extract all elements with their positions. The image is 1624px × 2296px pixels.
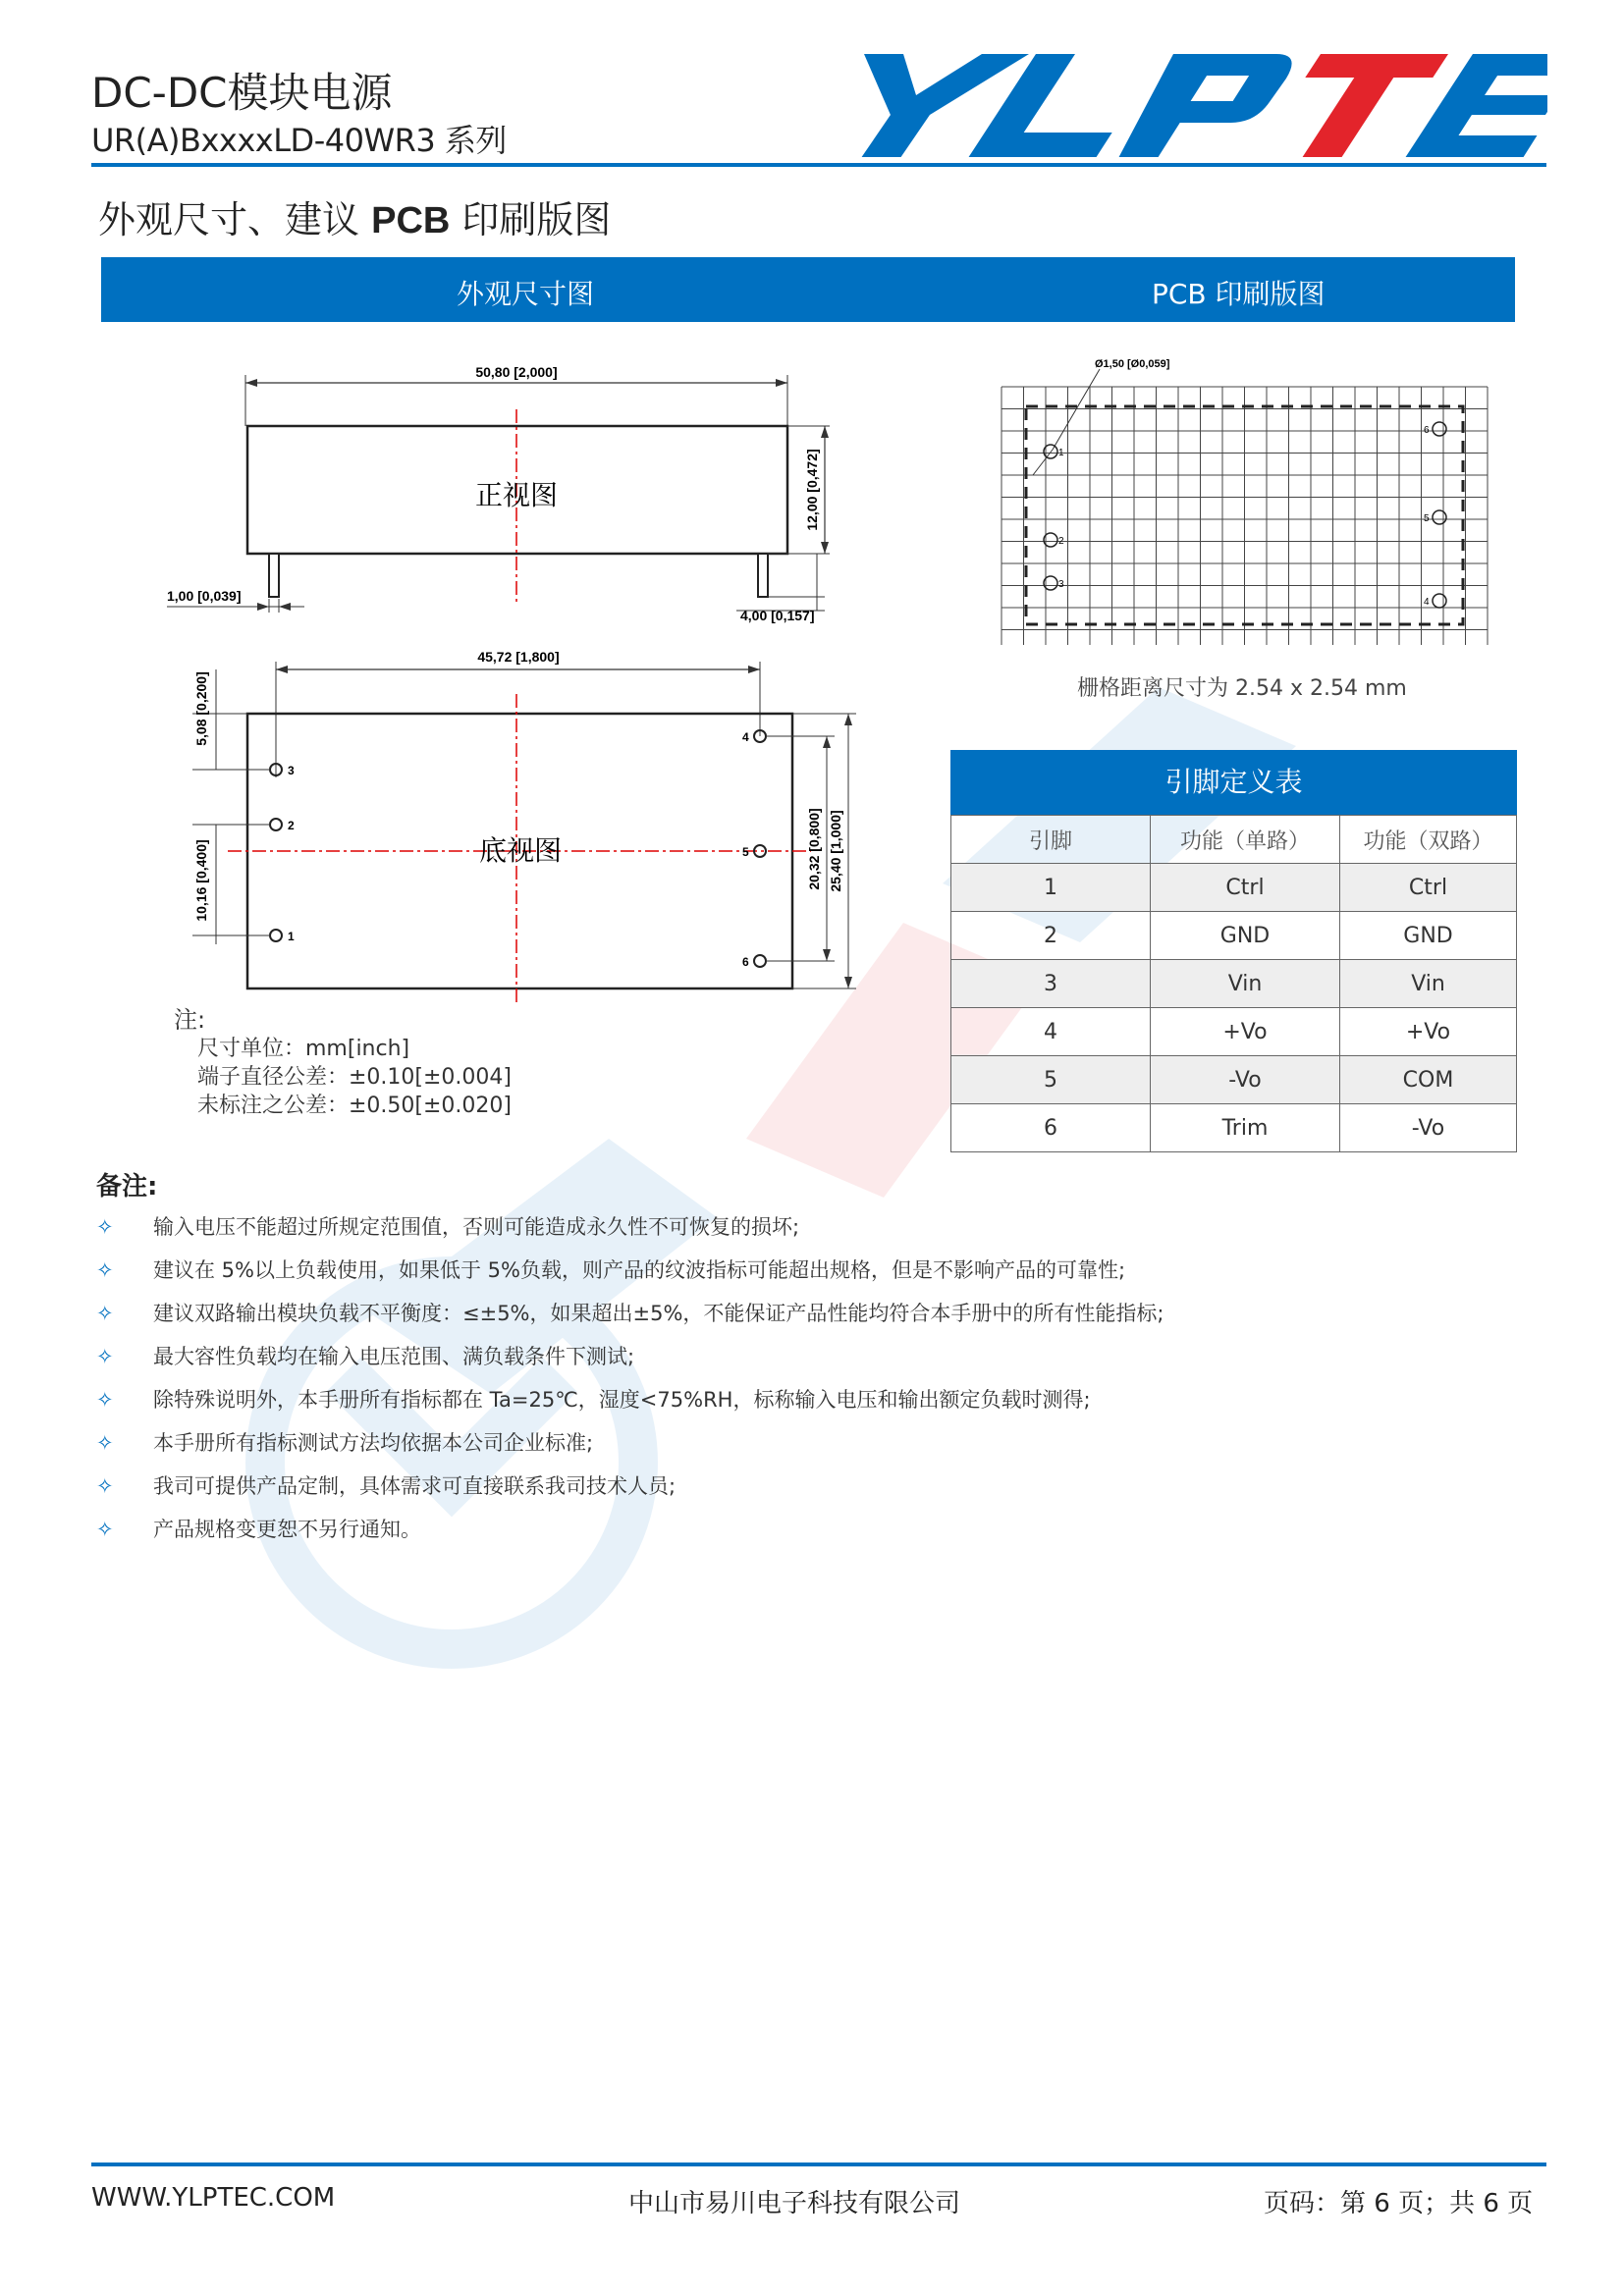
pcb-pin-label: 2 bbox=[1058, 536, 1064, 547]
table-row bbox=[951, 1008, 1517, 1056]
pin-hole bbox=[270, 930, 282, 941]
hole-dim: Ø1,50 [Ø0,059] bbox=[1095, 358, 1170, 370]
dim-20-32: 20,32 [0,800] bbox=[806, 808, 822, 890]
pin-pitch-dim: 45,72 [1,800] bbox=[477, 649, 560, 665]
series-name: UR(A)BxxxxLD-40WR3 系列 bbox=[91, 122, 507, 159]
table-row bbox=[951, 960, 1517, 1008]
footer-company: 中山市易川电子科技有限公司 bbox=[628, 2189, 961, 2218]
pcb-pin-label: 4 bbox=[1424, 597, 1430, 608]
col-header: 功能（双路） bbox=[1340, 816, 1517, 864]
pin-definition-table bbox=[950, 750, 1517, 1152]
remark-item bbox=[96, 1514, 421, 1543]
remark-text: 产品规格变更恕不另行通知。 bbox=[153, 1518, 421, 1541]
diamond-bullet-icon: ✧ bbox=[96, 1345, 114, 1368]
table-row bbox=[951, 864, 1517, 912]
table-cell: +Vo bbox=[1151, 1008, 1340, 1056]
col-header: 功能（单路） bbox=[1151, 816, 1340, 864]
remark-text: 除特殊说明外，本手册所有指标都在 Ta=25℃，湿度<75%RH，标称输入电压和输出额定负载时测得; bbox=[153, 1388, 1091, 1412]
remark-text: 建议双路输出模块负载不平衡度：≤±5%，如果超出±5%，不能保证产品性能均符合本手册中的所有性能指标; bbox=[153, 1302, 1164, 1325]
brand-logo bbox=[805, 54, 1547, 157]
table-header-row bbox=[951, 816, 1517, 864]
table-cell: COM bbox=[1340, 1056, 1517, 1104]
front-view-label: 正视图 bbox=[474, 480, 559, 510]
dimension-drawing bbox=[147, 346, 874, 1013]
pin-label: 1 bbox=[288, 930, 295, 943]
dimension-notes bbox=[174, 1006, 512, 1120]
bottom-view-label: 底视图 bbox=[478, 835, 563, 866]
remarks-heading: 备注: bbox=[96, 1172, 158, 1201]
note-line: 未标注之公差：±0.50[±0.020] bbox=[197, 1094, 512, 1118]
remark-text: 输入电压不能超过所规定范围值，否则可能造成永久性不可恢复的损坏; bbox=[153, 1215, 800, 1239]
pin-label: 6 bbox=[742, 955, 749, 969]
doc-title: DC-DC模块电源 bbox=[91, 69, 393, 117]
pin-table-title: 引脚定义表 bbox=[950, 750, 1517, 815]
table-cell: Trim bbox=[1151, 1104, 1340, 1152]
table-cell: 4 bbox=[951, 1008, 1151, 1056]
note-line: 端子直径公差：±0.10[±0.004] bbox=[197, 1065, 512, 1090]
pcb-layout bbox=[992, 355, 1502, 669]
remark-item bbox=[96, 1298, 1164, 1327]
footer-page-number: 页码：第 6 页；共 6 页 bbox=[1264, 2189, 1534, 2218]
col-header: 引脚 bbox=[951, 816, 1151, 864]
dim-25-40: 25,40 [1,000] bbox=[828, 810, 843, 892]
remark-item bbox=[96, 1470, 676, 1500]
section-band bbox=[101, 257, 1515, 322]
remark-item bbox=[96, 1255, 1125, 1284]
band-right-label: PCB 印刷版图 bbox=[1152, 278, 1326, 310]
section-title: 外观尺寸、建议 PCB 印刷版图 bbox=[98, 198, 612, 241]
pcb-pin-label: 5 bbox=[1424, 513, 1430, 524]
dim-5-08: 5,08 [0,200] bbox=[193, 671, 209, 746]
header-rule bbox=[91, 163, 1546, 167]
diamond-bullet-icon: ✧ bbox=[96, 1215, 114, 1239]
footer-rule bbox=[91, 2163, 1546, 2166]
remark-item bbox=[96, 1211, 799, 1241]
grid-caption: 栅格距离尺寸为 2.54 x 2.54 mm bbox=[1077, 676, 1407, 701]
table-row bbox=[951, 912, 1517, 960]
front-width-dim: 50,80 [2,000] bbox=[475, 364, 558, 380]
bottom-view bbox=[192, 649, 856, 1005]
footer-website[interactable]: WWW.YLPTEC.COM bbox=[91, 2183, 336, 2213]
remark-text: 本手册所有指标测试方法均依据本公司企业标准; bbox=[153, 1431, 594, 1455]
table-cell: GND bbox=[1151, 912, 1340, 960]
pcb-pin-label: 1 bbox=[1058, 448, 1064, 458]
front-height-dim: 12,00 [0,472] bbox=[804, 449, 820, 531]
diamond-bullet-icon: ✧ bbox=[96, 1518, 114, 1541]
diamond-bullet-icon: ✧ bbox=[96, 1474, 114, 1498]
remark-text: 我司可提供产品定制，具体需求可直接联系我司技术人员; bbox=[153, 1474, 677, 1498]
table-cell: Vin bbox=[1340, 960, 1517, 1008]
table-cell: 5 bbox=[951, 1056, 1151, 1104]
pin-label: 4 bbox=[742, 730, 749, 744]
pin-label: 5 bbox=[742, 845, 749, 859]
table-cell: 1 bbox=[951, 864, 1151, 912]
pin-hole bbox=[754, 955, 766, 967]
table-cell: Ctrl bbox=[1340, 864, 1517, 912]
band-left-label: 外观尺寸图 bbox=[457, 278, 595, 310]
table-cell: Vin bbox=[1151, 960, 1340, 1008]
pcb-pin-label: 3 bbox=[1058, 579, 1064, 590]
pin-hole bbox=[270, 819, 282, 830]
table-cell: 3 bbox=[951, 960, 1151, 1008]
diamond-bullet-icon: ✧ bbox=[96, 1302, 114, 1325]
diamond-bullet-icon: ✧ bbox=[96, 1388, 114, 1412]
table-cell: +Vo bbox=[1340, 1008, 1517, 1056]
table-cell: 6 bbox=[951, 1104, 1151, 1152]
pin-label: 3 bbox=[288, 764, 295, 777]
remark-item bbox=[96, 1341, 634, 1370]
remark-item bbox=[96, 1384, 1091, 1414]
notes-heading: 注: bbox=[174, 1006, 206, 1034]
remark-text: 最大容性负载均在输入电压范围、满负载条件下测试; bbox=[153, 1345, 635, 1368]
table-cell: Ctrl bbox=[1151, 864, 1340, 912]
dim-10-16: 10,16 [0,400] bbox=[193, 839, 209, 922]
pin-diameter-dim: 1,00 [0,039] bbox=[167, 588, 242, 604]
table-cell: 2 bbox=[951, 912, 1151, 960]
table-row bbox=[951, 1056, 1517, 1104]
remark-item bbox=[96, 1427, 593, 1457]
pcb-pin-label: 6 bbox=[1424, 425, 1430, 436]
diamond-bullet-icon: ✧ bbox=[96, 1258, 114, 1282]
table-cell: GND bbox=[1340, 912, 1517, 960]
table-cell: -Vo bbox=[1151, 1056, 1340, 1104]
diamond-bullet-icon: ✧ bbox=[96, 1431, 114, 1455]
table-cell: -Vo bbox=[1340, 1104, 1517, 1152]
front-view bbox=[167, 364, 830, 623]
note-line: 尺寸单位：mm[inch] bbox=[197, 1037, 410, 1061]
pin-length-dim: 4,00 [0,157] bbox=[740, 608, 815, 623]
table-row bbox=[951, 1104, 1517, 1152]
pin-label: 2 bbox=[288, 819, 295, 832]
pcb-grid bbox=[1001, 387, 1488, 645]
remark-text: 建议在 5%以上负载使用，如果低于 5%负载，则产品的纹波指标可能超出规格，但是不影响产品的可靠性; bbox=[153, 1258, 1126, 1282]
